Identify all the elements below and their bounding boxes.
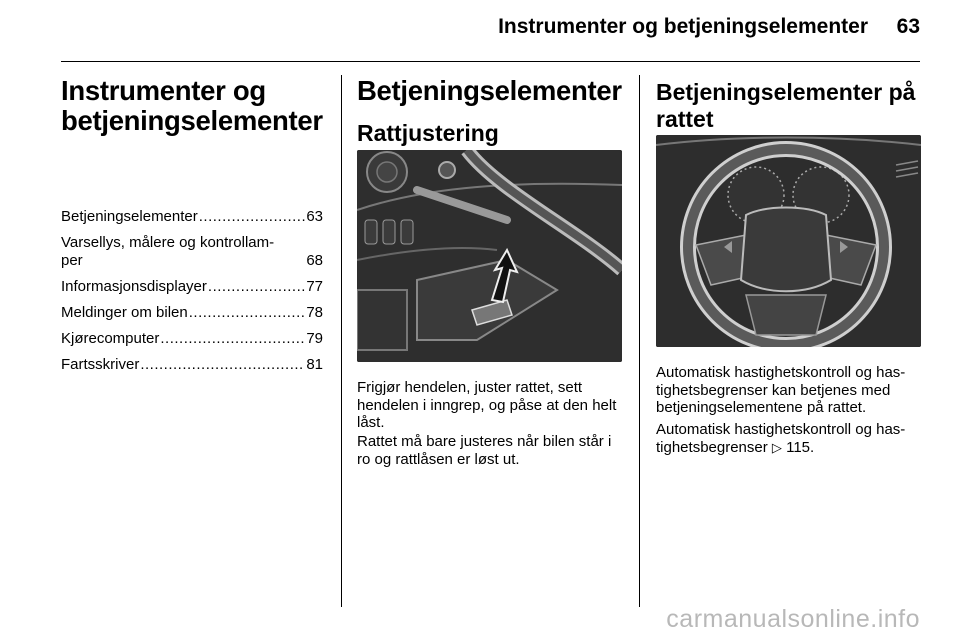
page-header-title: Instrumenter og betjeningselementer [498, 15, 868, 38]
site-watermark: carmanualsonline.info [666, 605, 920, 633]
toc-entry-title-cont: per [61, 252, 83, 269]
toc-entry[interactable] [61, 208, 323, 226]
page-number: 63 [896, 15, 920, 38]
toc-leader-dots [208, 278, 305, 296]
toc-leader-dots [160, 330, 305, 348]
toc-entry-title: Varsellys, målere og kontrollam- [61, 234, 275, 251]
chapter-toc-column [61, 76, 323, 382]
column-divider-left [341, 75, 342, 607]
toc-entry-title: Fartsskriver [61, 356, 140, 373]
header-rule [61, 61, 920, 62]
page-reference-icon: ▷ [771, 439, 782, 455]
reference-page[interactable]: 115. [786, 438, 815, 456]
toc-leader-dots [140, 356, 305, 374]
toc-entry-page: 81 [306, 356, 323, 373]
steering-adjustment-column [357, 76, 622, 146]
toc-entry-title: Informasjonsdisplayer [61, 278, 207, 295]
wheel-controls-description: Automatisk hastighetskontroll og has-tighetsbegrenser kan betjenes med betjeningselementene på rattet. [656, 364, 906, 416]
toc-entry-title: Kjørecomputer [61, 330, 160, 347]
chapter-title [61, 76, 323, 136]
toc-entry[interactable] [61, 356, 323, 374]
toc-entry-title: Betjeningselementer [61, 208, 198, 225]
toc-entry-page: 79 [306, 330, 323, 347]
subsection-heading: Rattjustering [357, 120, 499, 146]
toc-entry-page: 68 [306, 252, 323, 269]
column-divider-right [639, 75, 640, 607]
toc-leader-dots [199, 208, 306, 226]
section-heading-line2: rattet [656, 106, 714, 132]
chapter-title-line1: Instrumenter og [61, 75, 266, 106]
section-heading: Betjeningselementer [357, 75, 622, 106]
toc-entry[interactable] [61, 330, 323, 348]
steering-wheel-controls-column [656, 76, 921, 133]
section-heading-line1: Betjeningselementer på [656, 79, 916, 105]
wheel-controls-reference [656, 421, 924, 456]
reference-text: Automatisk hastighetskontroll og has-tighetsbegrenser [656, 421, 906, 456]
steering-adjust-warning: Rattet må bare justeres når bilen står i ro og rattlåsen er løst ut. [357, 433, 612, 468]
steering-wheel-illustration [656, 135, 921, 347]
steering-lever-illustration [357, 150, 622, 362]
toc-leader-dots [189, 304, 306, 322]
toc-entry[interactable] [61, 304, 323, 322]
toc-entry-page: 78 [306, 304, 323, 321]
toc-entry-page: 63 [306, 208, 323, 225]
table-of-contents [61, 208, 323, 374]
toc-entry-page: 77 [306, 278, 323, 295]
chapter-title-line2: betjeningselementer [61, 105, 323, 136]
section-heading [656, 79, 921, 133]
toc-entry-title: Meldinger om bilen [61, 304, 188, 321]
toc-entry[interactable] [61, 234, 323, 270]
toc-entry[interactable] [61, 278, 323, 296]
steering-adjust-instructions: Frigjør hendelen, juster rattet, sett hendelen i inngrep, og påse at den helt låst. [357, 379, 617, 431]
